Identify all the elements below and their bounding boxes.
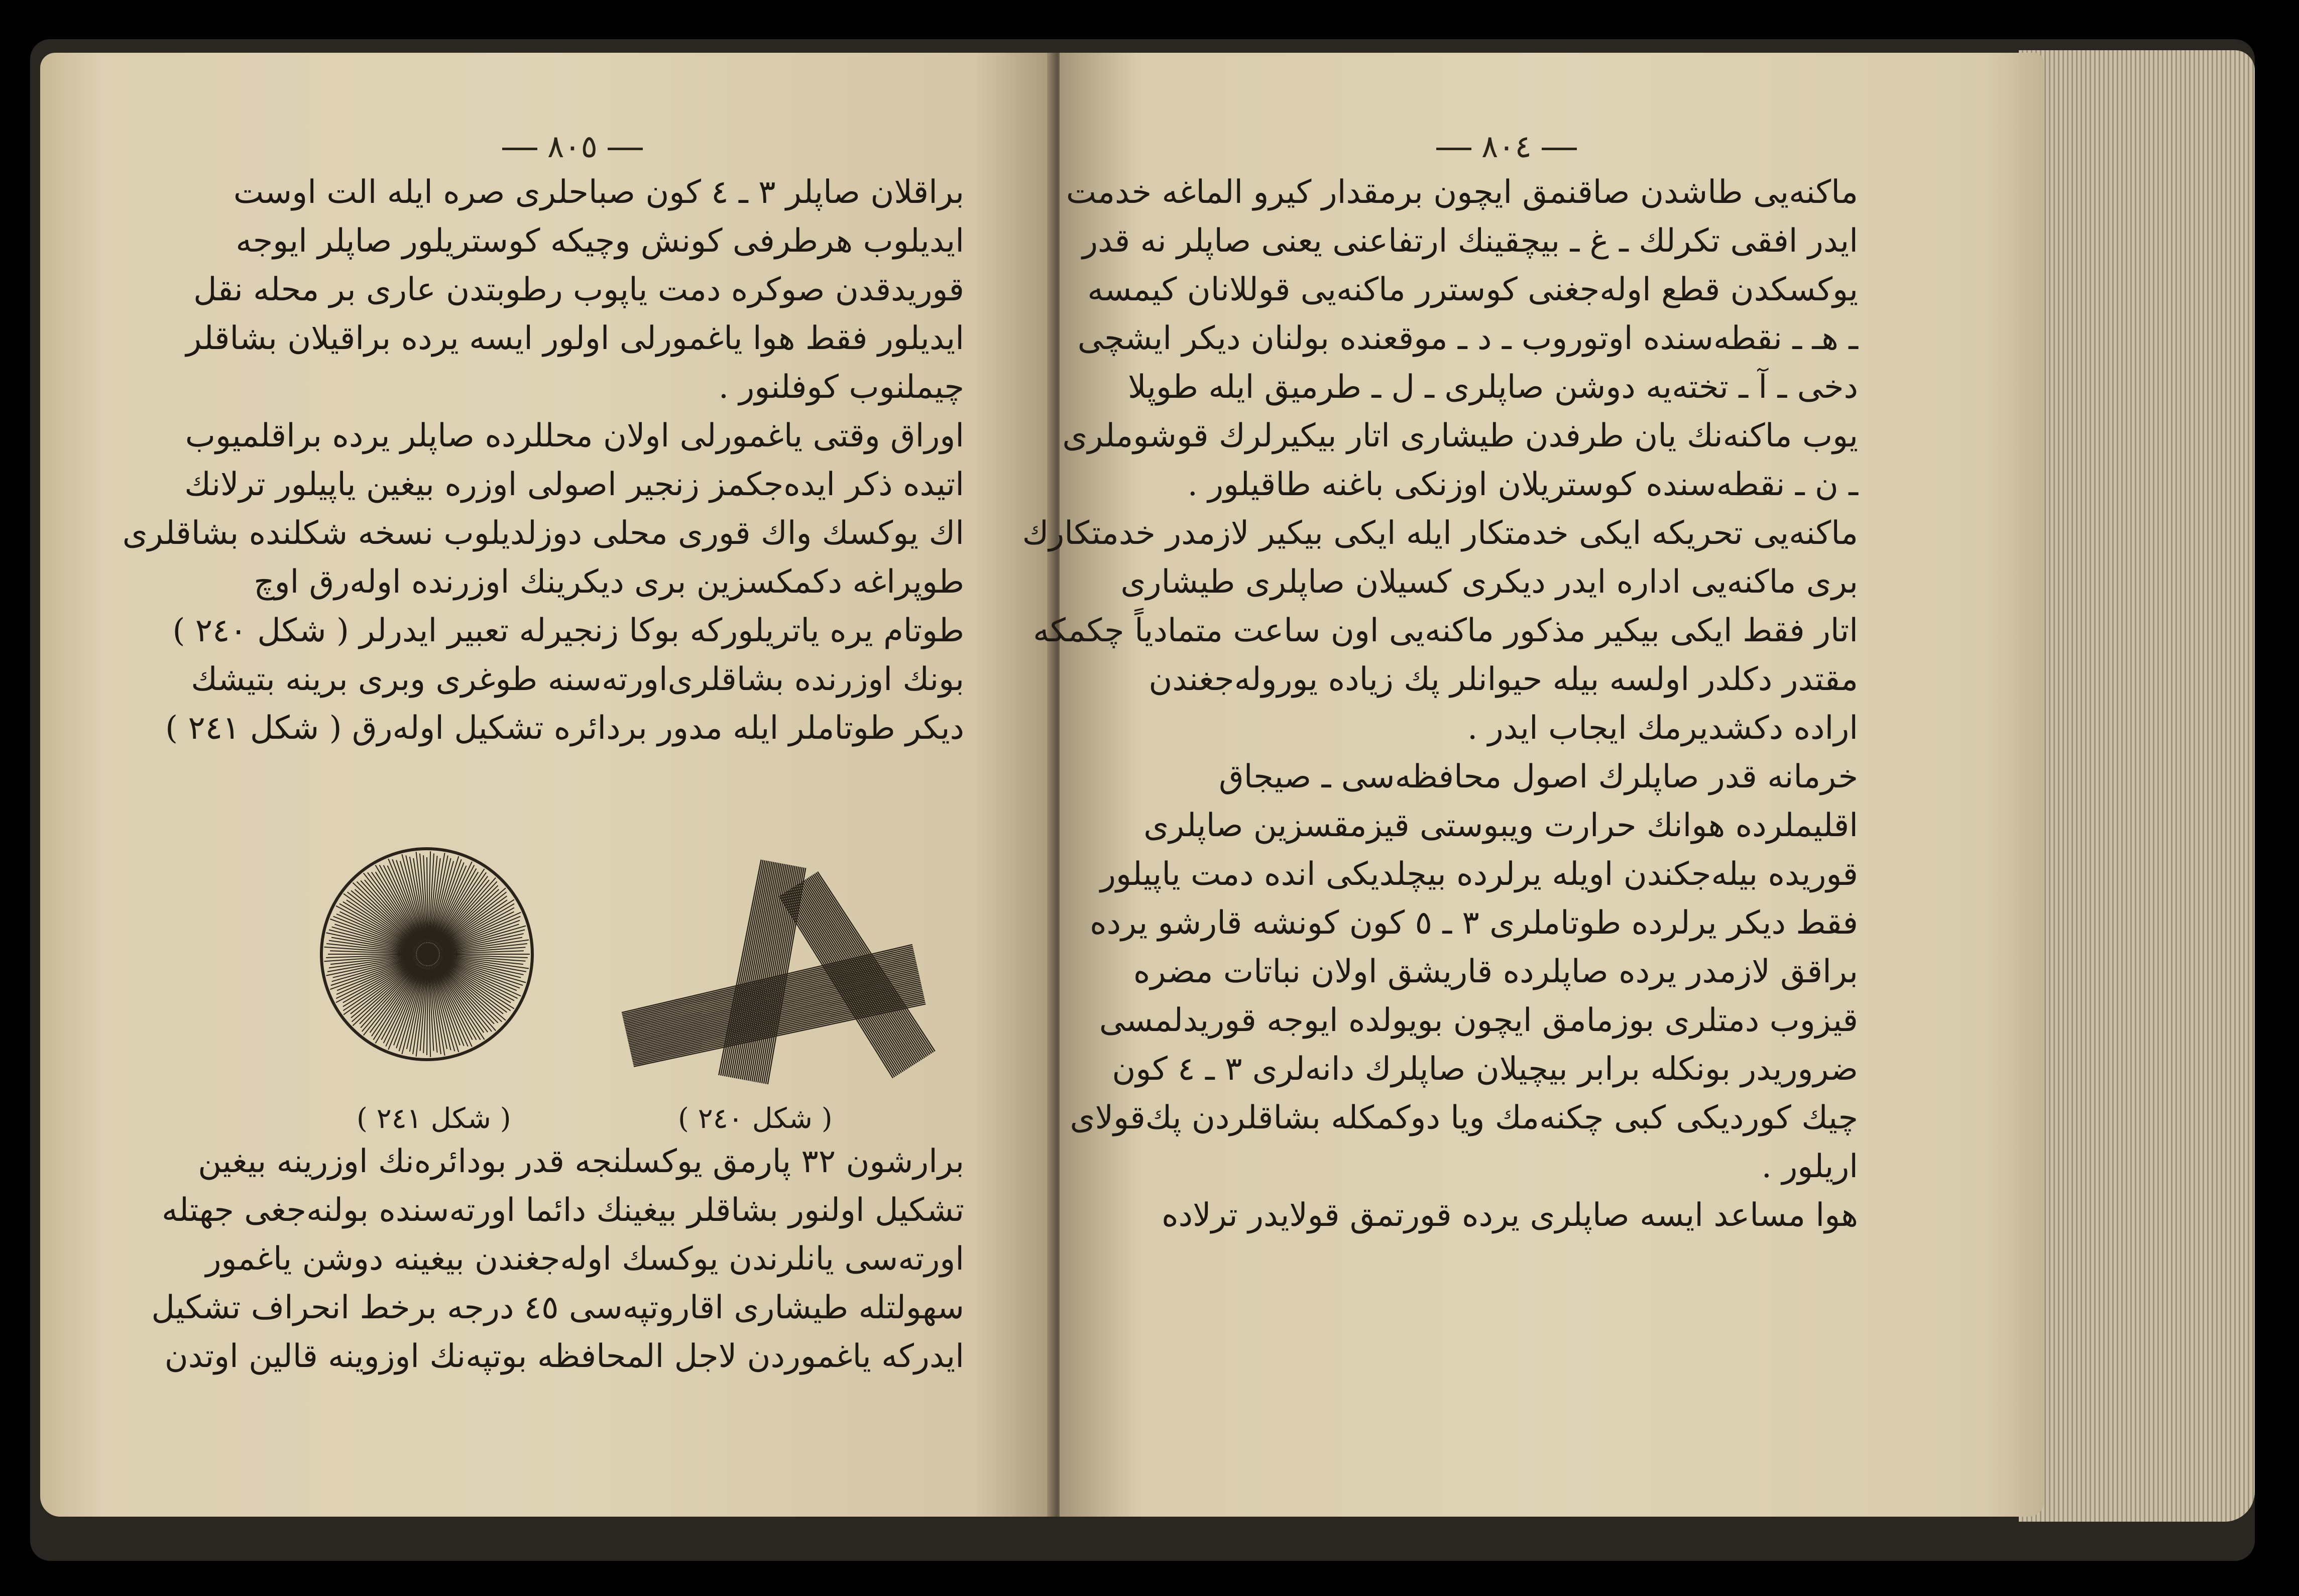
text-line: اقلیملرده هوانك حرارت ویبوستی قیزمقسزین صاپلری <box>1143 807 1858 844</box>
text-line: هوا مساعد ایسه صاپلری یرده قورتمق قولایدر ترلاده <box>1162 1197 1858 1234</box>
text-block <box>1022 168 1858 1240</box>
text-line: اراده دكشدیرمك ایجاب ایدر . <box>1467 710 1858 747</box>
text-line: ایدیلور فقط هوا یاغمورلی اولور ایسه یرده براقیلان بشاقلر <box>186 320 964 357</box>
text-line: اورته‌سی یانلرندن یوكسك اوله‌جغندن بیغینه دوشن یاغمور <box>205 1240 964 1278</box>
text-line: ـ ن ـ نقطه‌سنده كوستریلان اوزنكی باغنه طاقیلور . <box>1187 466 1858 503</box>
folio-rule <box>1542 148 1577 150</box>
figure-240-chain-sheaves <box>618 849 949 1100</box>
text-line: ماكنه‌یی طاشدن صاقنمق ایچون برمقدار كیرو الماغه خدمت <box>1066 174 1858 211</box>
figure-caption-240: ( شكل ٢٤٠ ) <box>678 1102 833 1135</box>
text-line: اتیده ذكر ایده‌جكمز زنجیر اصولی اوزره بیغین یاپیلور ترلانك <box>184 466 964 503</box>
text-line: اریلور . <box>1761 1148 1858 1185</box>
text-line: فقط دیكر یرلرده طوتاملری ٣ ـ ٥ كون كونشه قارشو یرده <box>1090 904 1858 942</box>
folio-text: ٨٠٥ <box>547 128 598 165</box>
folio-rule <box>608 148 643 150</box>
text-line: برارشون ٣٢ پارمق یوكسلنجه قدر بودائره‌نك اوزرینه بیغین <box>198 1143 964 1180</box>
text-line: بونك اوزرنده بشاقلری‌اورته‌سنه طوغری وبری برینه بتیشك <box>191 661 964 698</box>
text-line: طوپراغه دكمكسزین بری دیكرینك اوزرنده اوله‌رق اوچ <box>254 563 964 601</box>
text-line: اوراق وقتی یاغمورلی اولان محللرده صاپلر یرده براقلمیوب <box>185 417 964 454</box>
text-line: چیملنوب كوفلنور . <box>718 369 964 406</box>
text-line: براقلان صاپلر ٣ ـ ٤ كون صباحلری صره ایله الت اوست <box>233 174 964 211</box>
text-line: چیك كوردیكی كبی چكنه‌مك ویا دوكمكله بشاقلردن پك‌قولای <box>1070 1099 1858 1136</box>
text-line: ایدركه یاغموردن لاجل المحافظه بوتپه‌نك اوزوینه قالین اوتدن <box>164 1338 964 1375</box>
text-line: قیزوب دمتلری بوزمامق ایچون بویولده ایوجه قوریدلمسی <box>1099 1002 1858 1039</box>
right-page <box>1022 53 2044 1517</box>
text-block-top <box>122 168 964 753</box>
text-line: اتار فقط ایكی بیكیر مذكور ماكنه‌یی اون ساعت متمادیاً چكمكه <box>1033 612 1858 649</box>
text-line: دخی ـ آ ـ تخته‌یه دوشن صاپلری ـ ل ـ طرمیق ایله طوپلا <box>1128 369 1858 406</box>
text-line: قوریدقدن صوكره دمت یاپوب رطوبتدن عاری بر محله نقل <box>193 271 964 308</box>
text-line: بری ماكنه‌یی اداره ایدر دیكری كسیلان صاپلری طیشاری <box>1120 563 1858 601</box>
folio-text: ٨٠٤ <box>1481 128 1532 165</box>
text-block-bottom <box>151 1137 964 1381</box>
text-line: سهولتله طیشاری اقاروتپه‌سی ٤٥ درجه برخط انحراف تشكیل <box>151 1289 964 1326</box>
text-line: دیكر طوتاملر ایله مدور بردائره تشكیل اوله‌رق ( شكل ٢٤١ ) <box>165 710 964 747</box>
left-page <box>40 53 1055 1517</box>
figure-caption-241: ( شكل ٢٤١ ) <box>357 1102 511 1135</box>
page-edges <box>2019 50 2255 1522</box>
text-line: یوكسكدن قطع اوله‌جغنی كوسترر ماكنه‌یی قوللانان كیمسه <box>1087 271 1858 308</box>
text-line: یوب ماكنه‌نك یان طرفدن طیشاری اتار بیكیرلرك قوشوملری <box>1062 417 1858 454</box>
text-line: طوتام یره یاتریلوركه بوكا زنجیرله تعبیر ایدرلر ( شكل ٢٤٠ ) <box>172 612 964 649</box>
text-line: تشكیل اولنور بشاقلر بیغینك دائما اورته‌سنده بولنه‌جغی جهتله <box>162 1192 964 1229</box>
folio-rule <box>1436 148 1471 150</box>
text-line: مقتدر دكلدر اولسه بیله حیوانلر پك زیاده یوروله‌جغندن <box>1148 661 1858 698</box>
text-line: ماكنه‌یی تحریكه ایكی خدمتكار ایله ایكی بیكیر لازمدر خدمتكارك <box>1022 515 1858 552</box>
text-line: ایدر افقی تكرلك ـ غ ـ بیچقینك ارتفاعنی یعنی صاپلر نه قدر <box>1082 222 1858 260</box>
text-line: ضروریدر بونكله برابر بیچیلان صاپلرك دانه‌لری ٣ ـ ٤ كون <box>1112 1051 1858 1088</box>
page-number <box>492 128 653 165</box>
folio-rule <box>502 148 537 150</box>
text-line: خرمانه قدر صاپلرك اصول محافظه‌سی ـ صیجاق <box>1219 758 1858 795</box>
figure-241-circular-stack <box>301 829 562 1095</box>
text-line: قوریده بیله‌جكندن اویله یرلرده بیچلدیكی انده دمت یاپیلور <box>1100 856 1858 893</box>
page-number <box>1426 128 1587 165</box>
text-line: براقق لازمدر یرده صاپلرده قاریشق اولان نباتات مضره <box>1133 953 1858 990</box>
text-line: ایدیلوب هرطرفی كونش وچیكه كوستریلور صاپلر ایوجه <box>236 222 964 260</box>
text-line: اك یوكسك واك قوری محلی دوزلدیلوب نسخه شكلنده بشاقلری <box>122 515 964 552</box>
text-line: ـ هـ ـ نقطه‌سنده اوتوروب ـ د ـ موقعنده بولنان دیكر ایشچی <box>1077 320 1858 357</box>
